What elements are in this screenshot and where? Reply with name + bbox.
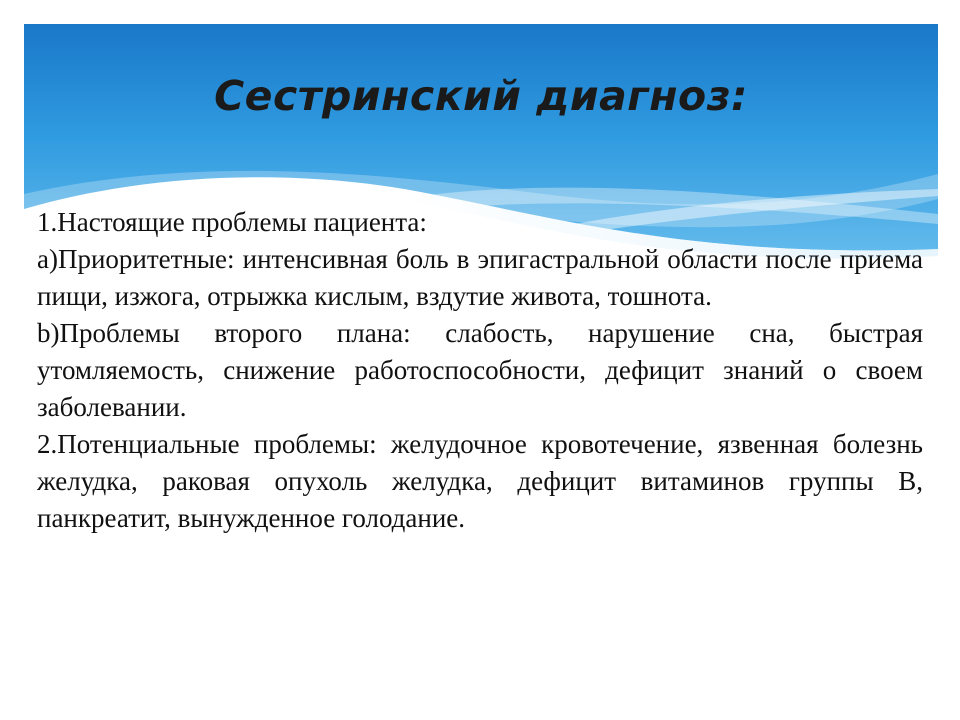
slide-body bbox=[37, 204, 923, 537]
paragraph-current-problems: 1.Настоящие проблемы пациента: bbox=[37, 207, 427, 237]
slide-title: Сестринский диагноз: bbox=[214, 72, 748, 120]
paragraph-priority-problems: а)Приоритетные: интенсивная боль в эпигастральной области после приема пищи, изжога, отрыжка кислым, вздутие живота, тошнота. bbox=[37, 244, 923, 311]
paragraph-secondary-problems: b)Проблемы второго плана: слабость, нарушение сна, быстрая утомляемость, снижение работоспособности, дефицит знаний о своем заболевании. bbox=[37, 318, 923, 422]
paragraph-potential-problems: 2.Потенциальные проблемы: желудочное кровотечение, язвенная болезнь желудка, раковая опухоль желудка, дефицит витаминов группы В, панкреатит, вынужденное голодание. bbox=[37, 429, 923, 533]
